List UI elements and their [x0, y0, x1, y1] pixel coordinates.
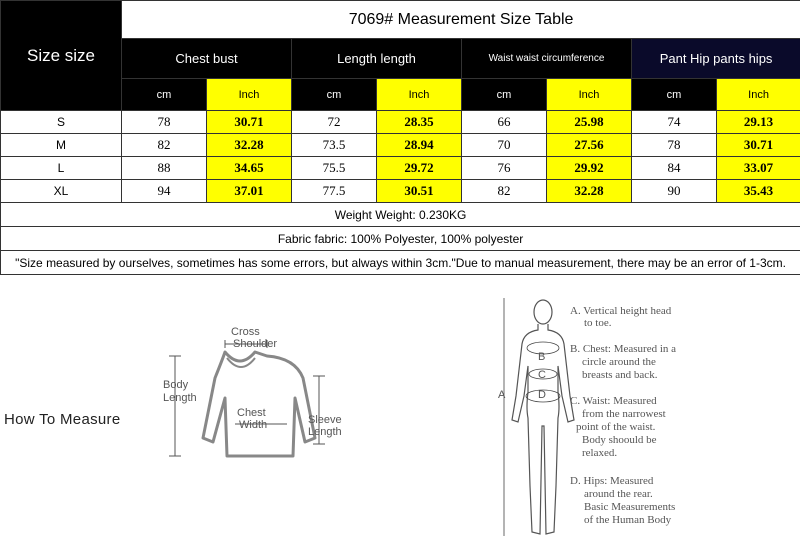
hips-cm-cell: 90 — [632, 180, 717, 203]
chest-cm-cell: 82 — [122, 134, 207, 157]
table-row — [1, 180, 800, 203]
waist-header: Waist waist circumference — [462, 39, 632, 79]
how-to-measure-label: How To Measure — [4, 411, 121, 428]
length-cm-cell: 75.5 — [292, 157, 377, 180]
note-c-line: relaxed. — [582, 447, 618, 459]
waist-cm-cell: 76 — [462, 157, 547, 180]
table-row — [1, 134, 800, 157]
chest-inch-cell: 37.01 — [207, 180, 292, 203]
sleeve-length-label: Length — [308, 426, 342, 438]
note-a-line: to toe. — [584, 317, 612, 329]
hips-cm-cell: 78 — [632, 134, 717, 157]
length-inch-cell: 28.94 — [377, 134, 462, 157]
waist-cm-cell: 82 — [462, 180, 547, 203]
length-cm-cell: 72 — [292, 111, 377, 134]
length-cm-cell: 77.5 — [292, 180, 377, 203]
note-d-line: around the rear. — [584, 488, 653, 500]
note-b-line: circle around the — [582, 356, 656, 368]
waist-inch-cell: 27.56 — [547, 134, 632, 157]
unit-cm: cm — [632, 79, 717, 111]
note-d-line: Basic Measurements — [584, 501, 676, 513]
waist-inch-cell: 29.92 — [547, 157, 632, 180]
cross-shoulder-label: Cross — [231, 326, 260, 338]
table-row — [1, 111, 800, 134]
table-title: 7069# Measurement Size Table — [122, 1, 800, 39]
chest-cm-cell: 88 — [122, 157, 207, 180]
note-c-line: Body shoould be — [582, 434, 657, 446]
chest-cm-cell: 78 — [122, 111, 207, 134]
waist-inch-cell: 25.98 — [547, 111, 632, 134]
note-c-line: point of the waist. — [576, 421, 656, 433]
garment-diagram — [155, 318, 355, 478]
size-table — [0, 0, 800, 275]
hips-header: Pant Hip pants hips — [632, 39, 800, 79]
chest-width-label: Width — [239, 419, 268, 431]
marker-d: D — [538, 389, 546, 401]
human-body-icon — [512, 300, 574, 534]
chest-cm-cell: 94 — [122, 180, 207, 203]
cross-shoulder-label: Shoulder — [233, 338, 278, 350]
note-d-line: D. Hips: Measured — [570, 475, 654, 487]
unit-inch: Inch — [547, 79, 632, 111]
chest-inch-cell: 30.71 — [207, 111, 292, 134]
chest-inch-cell: 34.65 — [207, 157, 292, 180]
waist-inch-cell: 32.28 — [547, 180, 632, 203]
chest-inch-cell: 32.28 — [207, 134, 292, 157]
size-header: Size size — [1, 1, 122, 111]
hips-inch-cell: 33.07 — [717, 157, 800, 180]
note-b-line: breasts and back. — [582, 369, 658, 381]
note-a-line: A. Vertical height head — [570, 305, 672, 317]
unit-cm: cm — [122, 79, 207, 111]
note-b-line: B. Chest: Measured in a — [570, 343, 677, 355]
waist-cm-cell: 66 — [462, 111, 547, 134]
sweater-outline-icon — [203, 352, 315, 456]
note-d-line: of the Human Body — [584, 514, 672, 526]
unit-cm: cm — [292, 79, 377, 111]
chest-width-label: Chest — [237, 407, 266, 419]
marker-b: B — [538, 351, 546, 363]
sleeve-length-label: Sleeve — [308, 414, 342, 426]
length-cm-cell: 73.5 — [292, 134, 377, 157]
unit-inch: Inch — [717, 79, 800, 111]
body-length-label: Body — [163, 379, 189, 391]
unit-inch: Inch — [207, 79, 292, 111]
size-cell: XL — [1, 180, 122, 203]
body-notes — [568, 300, 698, 550]
table-row — [1, 157, 800, 180]
waist-cm-cell: 70 — [462, 134, 547, 157]
size-cell: M — [1, 134, 122, 157]
note-c-line: C. Waist: Measured — [570, 395, 657, 407]
marker-a: A — [498, 389, 506, 401]
hips-cm-cell: 74 — [632, 111, 717, 134]
hips-inch-cell: 30.71 — [717, 134, 800, 157]
hips-inch-cell: 35.43 — [717, 180, 800, 203]
length-header: Length length — [292, 39, 462, 79]
size-cell: S — [1, 111, 122, 134]
unit-inch: Inch — [377, 79, 462, 111]
note-c-line: from the narrowest — [582, 408, 666, 420]
size-cell: L — [1, 157, 122, 180]
fabric-note: Fabric fabric: 100% Polyester, 100% polyester — [1, 227, 800, 251]
disclaimer-note: "Size measured by ourselves, sometimes has some errors, but always within 3cm."Due to manual measurement, there may be an error of 1-3cm. — [1, 251, 800, 275]
body-length-label: Length — [163, 392, 197, 404]
hips-inch-cell: 29.13 — [717, 111, 800, 134]
length-inch-cell: 29.72 — [377, 157, 462, 180]
length-inch-cell: 30.51 — [377, 180, 462, 203]
how-to-measure-section — [0, 278, 800, 557]
marker-c: C — [538, 369, 546, 381]
unit-cm: cm — [462, 79, 547, 111]
length-inch-cell: 28.35 — [377, 111, 462, 134]
hips-cm-cell: 84 — [632, 157, 717, 180]
weight-note: Weight Weight: 0.230KG — [1, 203, 800, 227]
chest-header: Chest bust — [122, 39, 292, 79]
